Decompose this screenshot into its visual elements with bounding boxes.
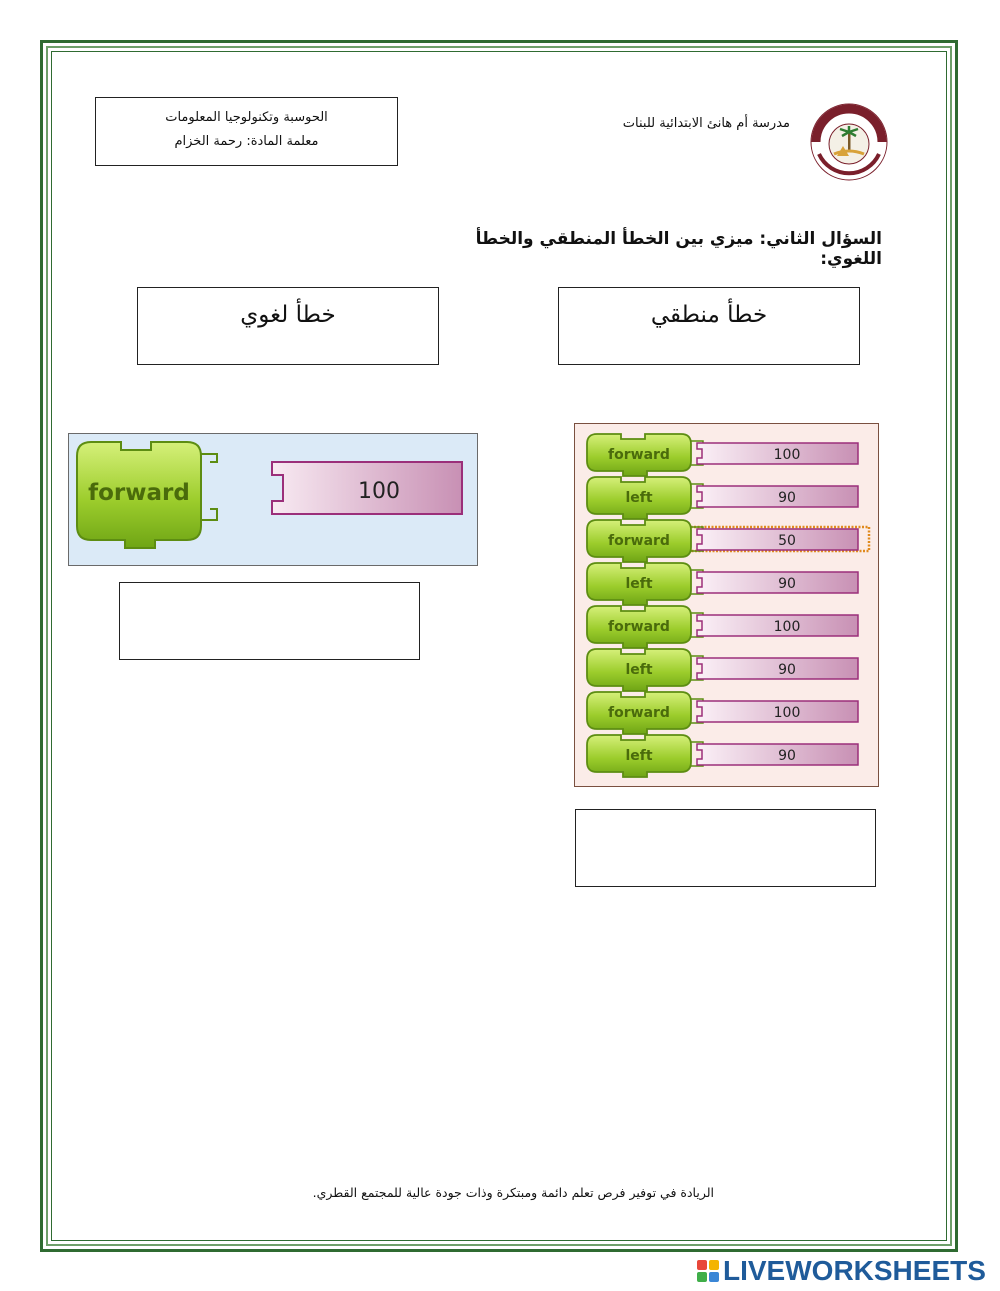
liveworksheets-brand bbox=[697, 1255, 986, 1287]
block-command-label: forward bbox=[608, 533, 670, 549]
teacher-line: معلمة المادة: رحمة الخزام bbox=[174, 134, 319, 149]
school-name: مدرسة أم هانئ الابتدائية للبنات bbox=[622, 116, 790, 131]
footer-motto: الريادة في توفير فرص تعلم دائمة ومبتكرة وذات جودة عالية للمجتمع القطري. bbox=[312, 1185, 714, 1200]
liveworksheets-text: LIVEWORKSHEETS bbox=[723, 1255, 986, 1286]
block-value-label: 90 bbox=[778, 490, 796, 506]
block-value-label: 50 bbox=[778, 533, 796, 549]
ministry-logo bbox=[804, 102, 890, 182]
block-value-label: 100 bbox=[773, 447, 801, 463]
block-value-label: 90 bbox=[778, 576, 796, 592]
right-code-example bbox=[574, 423, 879, 787]
block-command-label: forward bbox=[608, 619, 670, 635]
logical-error-label: خطأ منطقي bbox=[558, 287, 860, 365]
left-code-blocks bbox=[69, 434, 479, 567]
syntax-error-label: خطأ لغوي bbox=[137, 287, 439, 365]
block-command-label: forward bbox=[608, 447, 670, 463]
code-block-row bbox=[587, 692, 858, 734]
block-value-label: 100 bbox=[358, 479, 400, 504]
block-command-label: left bbox=[625, 662, 653, 678]
block-command-label: forward bbox=[608, 705, 670, 721]
code-block-row bbox=[587, 520, 869, 562]
code-block-row bbox=[587, 606, 858, 648]
block-command-label: left bbox=[625, 576, 653, 592]
question-text: السؤال الثاني: ميزي بين الخطأ المنطقي والخطأ اللغوي: bbox=[475, 229, 882, 269]
block-value-label: 90 bbox=[778, 748, 796, 764]
block-command-label: forward bbox=[88, 480, 190, 506]
code-block-row bbox=[587, 563, 858, 605]
subject-line: الحوسبة وتكنولوجيا المعلومات bbox=[165, 110, 328, 125]
code-block-row bbox=[587, 477, 858, 519]
code-block-row bbox=[587, 434, 858, 476]
left-code-example bbox=[68, 433, 478, 566]
code-block-row bbox=[587, 735, 858, 777]
block-value-label: 100 bbox=[773, 705, 801, 721]
left-answer-box[interactable] bbox=[119, 582, 420, 660]
block-command-label: left bbox=[625, 490, 653, 506]
code-block-row bbox=[587, 649, 858, 691]
block-value-label: 100 bbox=[773, 619, 801, 635]
block-value-label: 90 bbox=[778, 662, 796, 678]
liveworksheets-logo-icon bbox=[697, 1260, 719, 1282]
right-code-blocks bbox=[575, 424, 880, 788]
block-command-label: left bbox=[625, 748, 653, 764]
right-answer-box[interactable] bbox=[575, 809, 876, 887]
subject-info-box bbox=[95, 97, 398, 166]
